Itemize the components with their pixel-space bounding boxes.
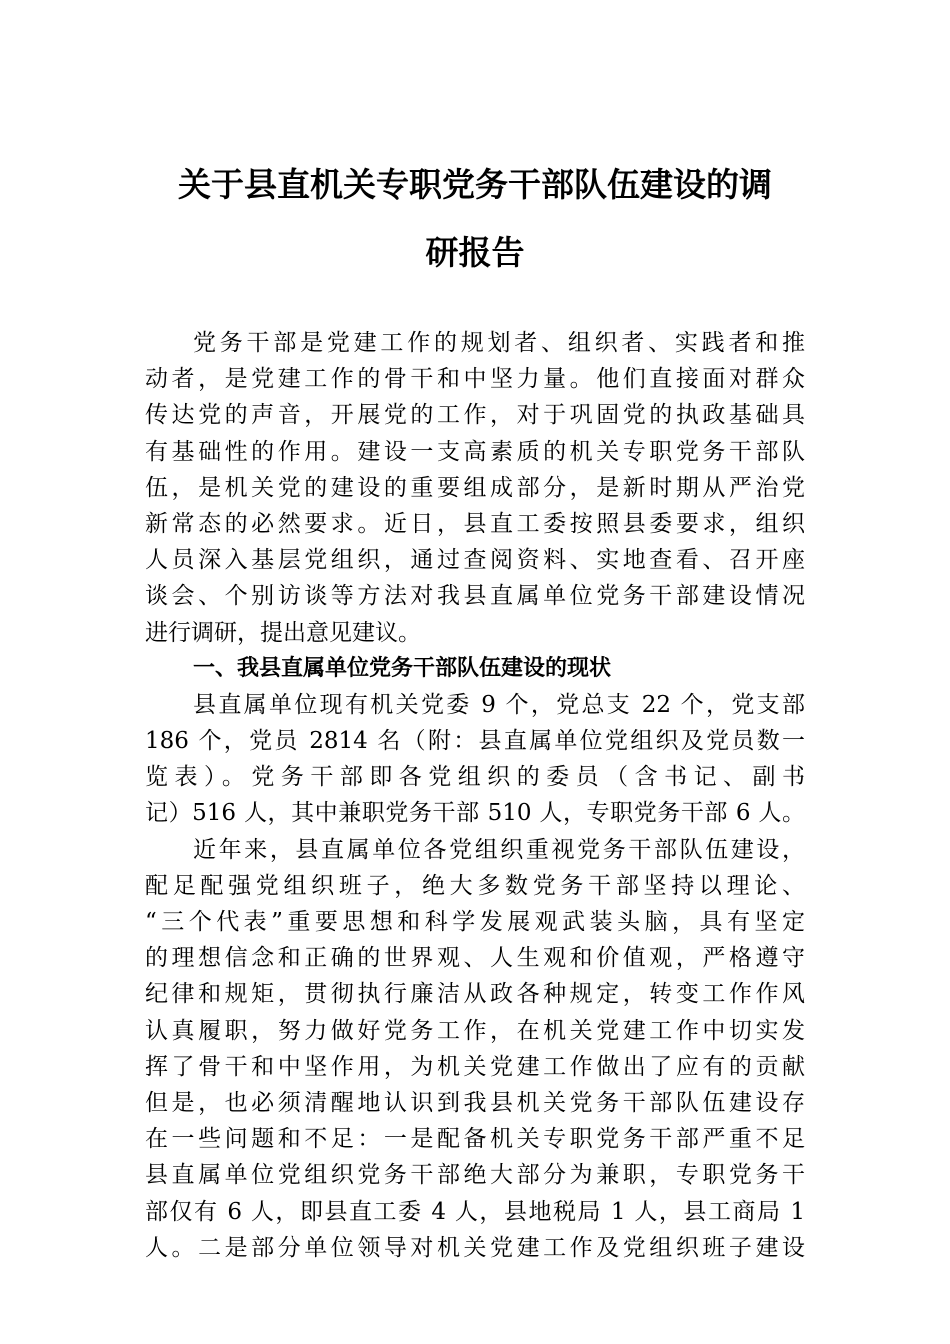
text-line: 人。二是部分单位领导对机关党建工作及党组织班子建设 bbox=[145, 1234, 805, 1261]
text-line: 有基础性的作用。建设一支高素质的机关专职党务干部队 bbox=[145, 438, 805, 465]
text-line: 的理想信念和正确的世界观、人生观和价值观，严格遵守 bbox=[145, 945, 805, 972]
text-line: 动者，是党建工作的骨干和中坚力量。他们直接面对群众 bbox=[145, 366, 805, 393]
text-line: 纪律和规矩，贯彻执行廉洁从政各种规定，转变工作作风 bbox=[145, 981, 805, 1008]
text-line: 谈会、个别访谈等方法对我县直属单位党务干部建设情况 bbox=[145, 583, 805, 610]
text-line: 新常态的必然要求。近日，县直工委按照县委要求，组织 bbox=[145, 510, 805, 537]
text-line: 在一些问题和不足：一是配备机关专职党务干部严重不足 bbox=[145, 1126, 805, 1153]
text-line: 览表）。党务干部即各党组织的委员（含书记、副书 bbox=[145, 764, 805, 791]
text-line: 记）516 人，其中兼职党务干部 510 人，专职党务干部 6 人。 bbox=[145, 800, 805, 827]
text-line: 党务干部是党建工作的规划者、组织者、实践者和推 bbox=[193, 330, 805, 356]
text-line: 县直属单位党组织党务干部绝大部分为兼职，专职党务干 bbox=[145, 1162, 805, 1189]
section-heading: 一、我县直属单位党务干部队伍建设的现状 bbox=[193, 655, 612, 681]
document-title-line-1: 关于县直机关专职党务干部队伍建设的调 bbox=[178, 165, 772, 204]
text-line: 但是，也必须清醒地认识到我县机关党务干部队伍建设存 bbox=[145, 1089, 805, 1116]
text-line: 配足配强党组织班子，绝大多数党务干部坚持以理论、 bbox=[145, 872, 805, 899]
text-line: 近年来，县直属单位各党组织重视党务干部队伍建设， bbox=[193, 836, 805, 863]
text-line: 县直属单位现有机关党委 9 个，党总支 22 个，党支部 bbox=[193, 691, 805, 718]
text-line: 伍，是机关党的建设的重要组成部分，是新时期从严治党 bbox=[145, 474, 805, 501]
text-line: 认真履职，努力做好党务工作，在机关党建工作中切实发 bbox=[145, 1017, 805, 1044]
text-line: 挥了骨干和中坚作用，为机关党建工作做出了应有的贡献 bbox=[145, 1053, 805, 1080]
text-line: 部仅有 6 人，即县直工委 4 人，县地税局 1 人，县工商局 1 bbox=[145, 1198, 805, 1225]
document-body bbox=[145, 325, 825, 1266]
text-line: 186 个，党员 2814 名（附：县直属单位党组织及党员数一 bbox=[145, 728, 805, 755]
text-line: 人员深入基层党组织，通过查阅资料、实地查看、召开座 bbox=[145, 547, 805, 574]
text-line: 进行调研，提出意见建议。 bbox=[145, 619, 421, 646]
text-line: 传达党的声音，开展党的工作，对于巩固党的执政基础具 bbox=[145, 402, 805, 429]
document-title-line-2: 研报告 bbox=[425, 233, 525, 272]
text-line: “三个代表”重要思想和科学发展观武装头脑，具有坚定 bbox=[145, 909, 805, 935]
